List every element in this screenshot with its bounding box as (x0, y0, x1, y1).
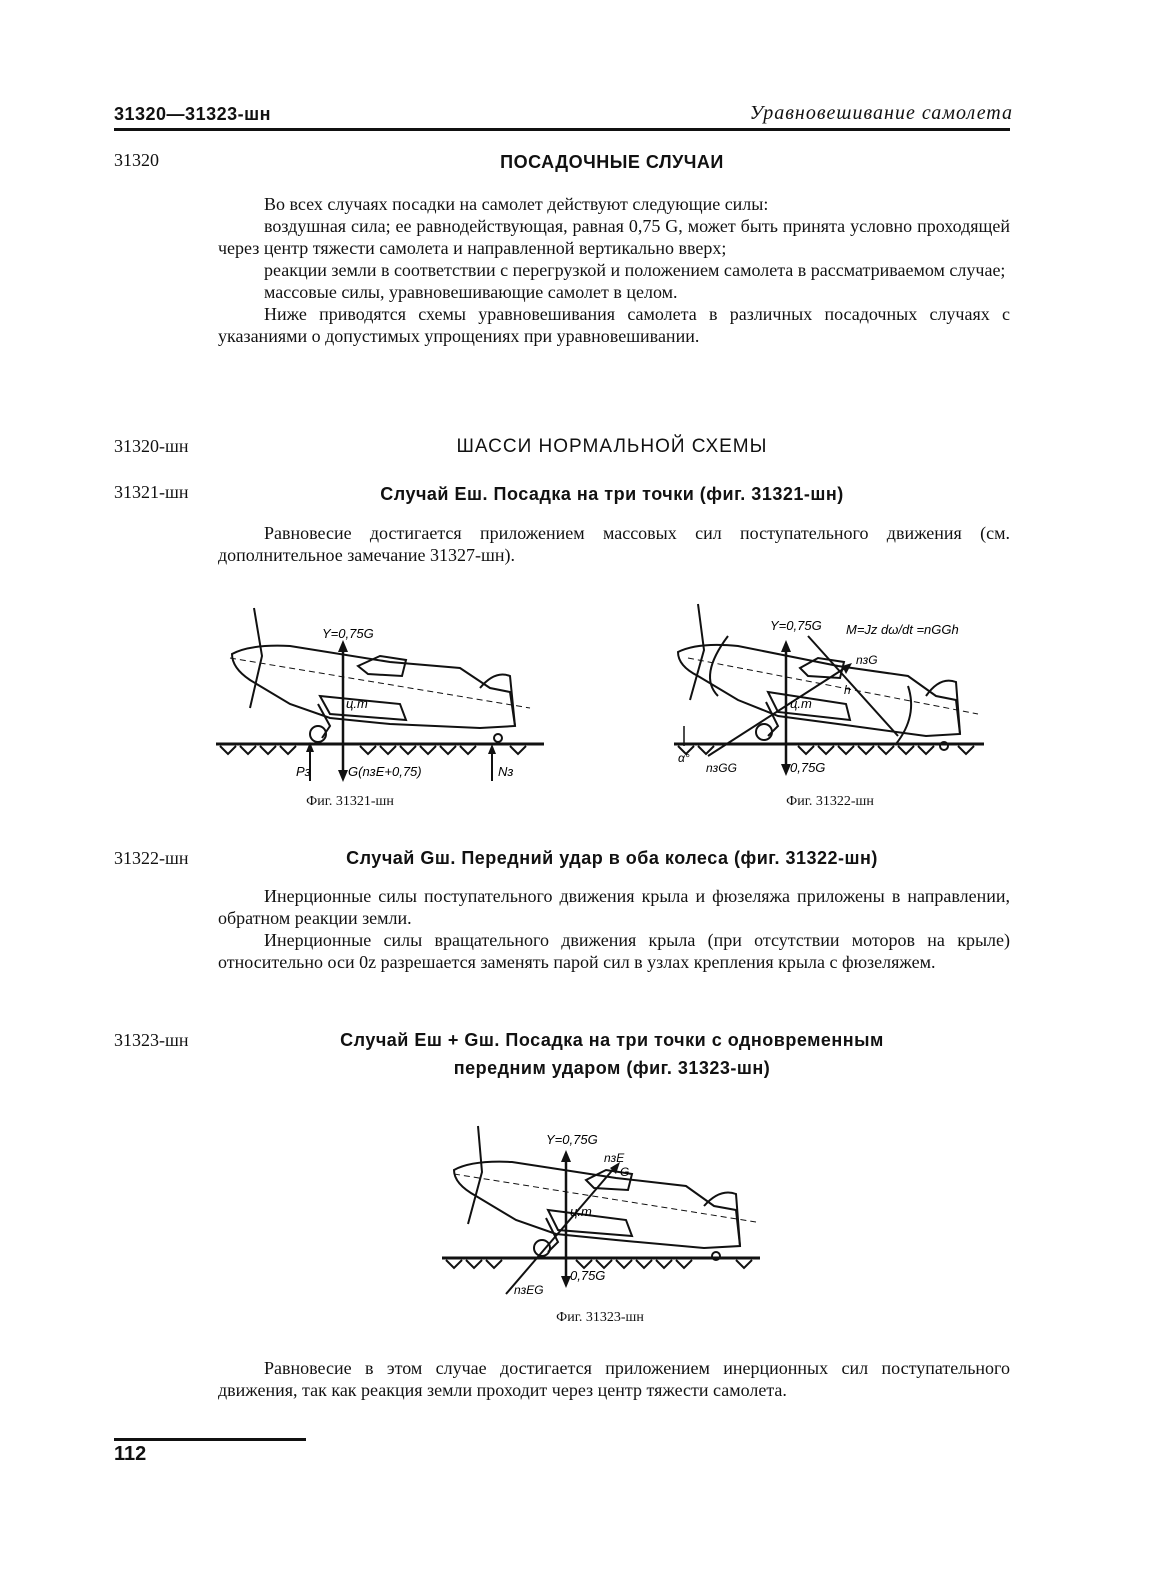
fig1-label-y: Y=0,75G (322, 626, 374, 641)
paragraph: Инерционные силы вращательного движения крыла (при отсутствии моторов на крыле) относительно оси 0z разрешается заменять парой сил в узлах крепления крыла с фюзеляжем. (218, 930, 1010, 972)
fig3-label-neg: nзEG (514, 1283, 544, 1297)
paragraph: Равновесие достигается приложением массовых сил поступательного движения (см. дополнительное замечание 31327-шн). (218, 523, 1010, 565)
fig2-label-g: 0,75G (790, 760, 826, 775)
paragraph: массовые силы, уравновешивающие самолет в целом. (264, 282, 678, 302)
section-title-31321: Случай Eш. Посадка на три точки (фиг. 31321-шн) (380, 484, 844, 504)
fig2-label-ngg: nзGG (706, 761, 737, 775)
fig1-label-g: G(nзE+0,75) (348, 764, 422, 779)
section-title-31323-line1: Случай Eш + Gш. Посадка на три точки с одновременным (340, 1030, 884, 1050)
footer-rule (114, 1438, 306, 1441)
section-body-31320 (218, 193, 1010, 347)
fig1-label-cm: ц.т (346, 696, 368, 711)
section-body-31323 (218, 1357, 1010, 1401)
paragraph: Ниже приводятся схемы уравновешивания самолета в различных посадочных случаях с указаниями о допустимых упрощениях при уравновешивании. (218, 304, 1010, 346)
section-body-31322 (218, 885, 1010, 973)
paragraph: воздушная сила; ее равнодействующая, равная 0,75 G, может быть принята условно проходящей через центр тяжести самолета и направленной вертикально вверх; (218, 216, 1010, 258)
paragraph: Во всех случаях посадки на самолет действуют следующие силы: (264, 194, 769, 214)
propeller-icon (690, 604, 704, 700)
figure-31322-diagram (668, 596, 988, 786)
paragraph: Инерционные силы поступательного движения крыла и фюзеляжа приложены в направлении, обратном реакции земли. (218, 886, 1010, 928)
fig3-label-cm: ц.т (570, 1204, 592, 1219)
section-title-31320sh: ШАССИ НОРМАЛЬНОЙ СХЕМЫ (456, 436, 768, 457)
fig3-label-g2: 0,75G (570, 1268, 606, 1283)
section-number-31320sh: 31320-шн (114, 436, 189, 456)
section-number-31322: 31322-шн (114, 848, 189, 868)
page-number: 112 (114, 1443, 147, 1465)
section-body-31321 (218, 522, 1010, 566)
header-rule (114, 128, 1010, 131)
figure-caption-31322: Фиг. 31322-шн (786, 794, 874, 809)
fig1-label-n: Nз (498, 764, 514, 779)
figure-caption-31321: Фиг. 31321-шн (306, 794, 394, 809)
fig2-label-h: h (844, 683, 851, 697)
paragraph: Равновесие в этом случае достигается приложением инерционных сил поступательного движения, так как реакция земли проходит через центр тяжести самолета. (218, 1358, 1010, 1400)
figure-caption-31323: Фиг. 31323-шн (556, 1310, 644, 1325)
figure-31323-diagram (436, 1118, 766, 1308)
ground-hatching (442, 1258, 760, 1268)
section-title-31322: Случай Gш. Передний удар в оба колеса (фиг. 31322-шн) (346, 848, 878, 868)
fig3-label-ne: nзE (604, 1151, 625, 1165)
fig2-label-ng: nзG (856, 653, 878, 667)
running-head-left: 31320—31323-шн (114, 104, 271, 124)
fig2-label-alpha: α° (678, 751, 690, 765)
fig1-label-p: Pз (296, 764, 311, 779)
section-title-31320: ПОСАДОЧНЫЕ СЛУЧАИ (500, 152, 724, 172)
fig3-label-g: G (620, 1165, 630, 1179)
section-number-31321: 31321-шн (114, 482, 189, 502)
fig3-label-y: Y=0,75G (546, 1132, 598, 1147)
fig2-label-y: Y=0,75G (770, 618, 822, 633)
fig2-label-m: M=Jz dω/dt =nGGh (846, 622, 959, 637)
figure-31321-diagram (210, 596, 550, 796)
section-title-31323-line2: передним ударом (фиг. 31323-шн) (453, 1058, 771, 1078)
fig2-label-cm: ц.т (790, 696, 812, 711)
running-head-right: Уравновешивание самолета (749, 102, 1013, 124)
section-number-31320: 31320 (114, 150, 159, 170)
propeller-icon (468, 1126, 482, 1224)
section-number-31323: 31323-шн (114, 1030, 189, 1050)
paragraph: реакции земли в соответствии с перегрузкой и положением самолета в рассматриваемом случае; (264, 260, 1006, 280)
propeller-icon (250, 608, 262, 708)
